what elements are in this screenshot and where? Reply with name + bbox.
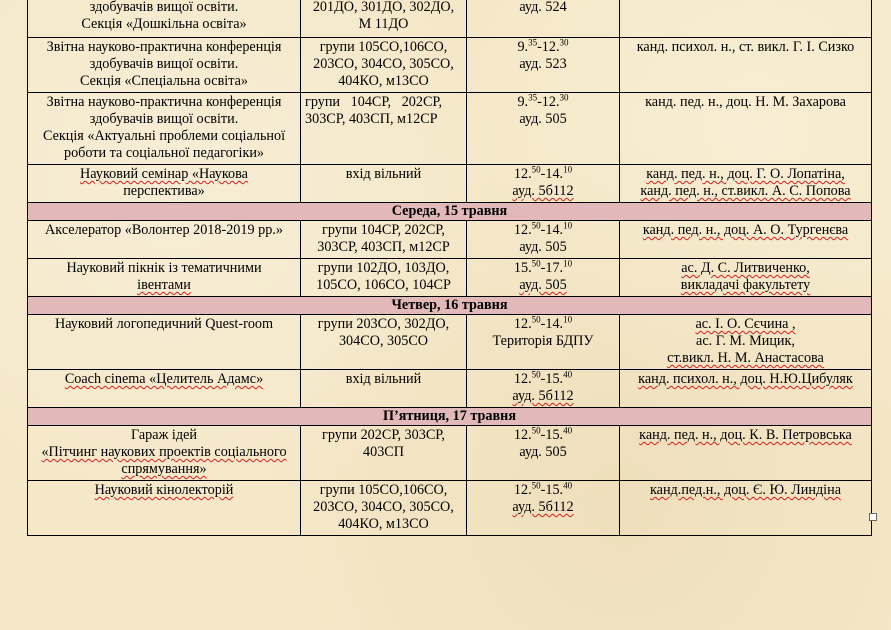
groups-line: 303СР, 403СП, м12СР (305, 111, 438, 127)
event-line: Акселератор «Волонтер 2018-2019 рр.» (45, 222, 283, 238)
groups-cell (301, 38, 467, 93)
event-line: здобувачів вищої освіти. (89, 0, 239, 15)
event-cell (28, 165, 301, 203)
room-label: ауд. 505 (519, 239, 567, 255)
responsible-line: ас. І. О. Сєчина , (695, 316, 796, 332)
responsible-line: ас. Д. С. Литвиченко, (681, 260, 810, 276)
table-resize-handle[interactable] (869, 513, 877, 521)
day-header-row (28, 203, 872, 221)
responsible-cell (620, 481, 872, 536)
responsible-cell (620, 370, 872, 408)
responsible-line: канд. пед. н., ст.викл. А. С. Попова (640, 183, 851, 199)
event-line: здобувачів вищої освіти. (89, 111, 239, 127)
event-line: здобувачів вищої освіти. (89, 56, 239, 72)
schedule-row (28, 370, 872, 408)
responsible-line: канд. психол. н., доц. Н.Ю.Цибуляк (638, 371, 853, 387)
responsible-cell (620, 426, 872, 481)
schedule-row (28, 221, 872, 259)
time-cell (467, 370, 620, 408)
event-line: Секція «Актуальні проблеми соціальної (42, 128, 286, 144)
groups-line: 105СО, 106СО, 104СР (316, 277, 451, 293)
time-range: 12.50-15.40 (513, 425, 573, 443)
responsible-cell (620, 259, 872, 297)
groups-line: групи 104СР, 202СР, (322, 222, 445, 238)
groups-line: групи 102ДО, 103ДО, (317, 260, 450, 276)
groups-line: 201ДО, 301ДО, 302ДО, (312, 0, 455, 15)
schedule-row (28, 426, 872, 481)
day-header-row (28, 297, 872, 315)
event-line: Науковий семінар «Наукова (80, 166, 248, 182)
event-line: Гараж ідей (131, 427, 197, 443)
groups-line: 203СО, 304СО, 305СО, (313, 499, 454, 515)
responsible-line: канд. психол. н., ст. викл. Г. І. Сизко (636, 39, 855, 55)
groups-line: групи 203СО, 302ДО, (317, 316, 450, 332)
time-range: 15.50-17.10 (513, 258, 573, 276)
responsible-cell (620, 221, 872, 259)
responsible-cell (620, 38, 872, 93)
time-cell (467, 315, 620, 370)
groups-cell (301, 259, 467, 297)
room-label: ауд. 524 (519, 0, 567, 15)
schedule-row (28, 0, 872, 38)
groups-line: 304СО, 305СО (338, 333, 429, 349)
schedule-row (28, 165, 872, 203)
responsible-line: викладачі факультету (680, 277, 811, 293)
schedule-table (27, 0, 872, 536)
time-cell (467, 38, 620, 93)
time-range: 12.50-14.10 (513, 314, 573, 332)
groups-line: вхід вільний (345, 166, 422, 182)
event-line: Секція «Дошкільна освіта» (81, 16, 247, 32)
responsible-line: ст.викл. Н. М. Анастасова (667, 350, 824, 366)
groups-line: М 11ДО (358, 16, 409, 32)
room-label: ауд. 505 (519, 111, 567, 127)
groups-line: вхід вільний (345, 371, 422, 387)
responsible-cell (620, 315, 872, 370)
responsible-cell (620, 93, 872, 165)
groups-line: групи 105СО,106СО, (319, 482, 448, 498)
responsible-line: канд. пед. н., доц. А. О. Тургенєва (642, 222, 849, 238)
groups-line: групи 105СО,106СО, (319, 39, 448, 55)
room-label: ауд. 5б112 (512, 499, 574, 515)
schedule-row (28, 93, 872, 165)
room-label: ауд. 5б112 (512, 388, 574, 404)
groups-line: 404КО, м13СО (338, 73, 429, 89)
event-cell (28, 221, 301, 259)
event-line: спрямування» (121, 461, 207, 477)
groups-cell (301, 0, 467, 38)
groups-cell (301, 426, 467, 481)
groups-cell (301, 315, 467, 370)
event-line: Coach cinema «Целитель Адамс» (64, 371, 264, 387)
event-cell (28, 0, 301, 38)
event-line: Секція «Спеціальна освіта» (80, 73, 248, 89)
day-header: П’ятниця, 17 травня (28, 408, 872, 426)
time-cell (467, 259, 620, 297)
room-label: Територія БДПУ (492, 333, 594, 349)
event-line: Звітна науково-практична конференція (46, 94, 282, 110)
day-header: Четвер, 16 травня (28, 297, 872, 315)
event-cell (28, 481, 301, 536)
day-header-row (28, 408, 872, 426)
time-range: 12.50-15.40 (513, 369, 573, 387)
room-label: ауд. 523 (519, 56, 567, 72)
event-cell (28, 370, 301, 408)
event-line: Звітна науково-практична конференція (46, 39, 282, 55)
responsible-line: канд. пед. н., доц. Г. О. Лопатіна, (646, 166, 845, 182)
groups-line: групи 104СР, 202СР, (305, 94, 443, 110)
groups-line: групи 202СР, 303СР, (322, 427, 445, 443)
day-header: Середа, 15 травня (28, 203, 872, 221)
groups-line: 303СР, 403СП, м12СР (317, 239, 450, 255)
event-line: Науковий кінолекторій (94, 482, 234, 498)
schedule-row (28, 259, 872, 297)
schedule-row (28, 315, 872, 370)
time-cell (467, 165, 620, 203)
time-cell (467, 0, 620, 38)
time-cell (467, 481, 620, 536)
groups-cell (301, 370, 467, 408)
event-line: перспектива» (123, 183, 205, 199)
schedule-row (28, 481, 872, 536)
groups-line: 203СО, 304СО, 305СО, (313, 56, 454, 72)
time-cell (467, 221, 620, 259)
event-cell (28, 259, 301, 297)
groups-cell (301, 481, 467, 536)
time-range: 12.50-15.40 (513, 480, 573, 498)
room-label: ауд. 5б112 (512, 183, 574, 199)
event-line: івентами (137, 277, 191, 293)
event-cell (28, 315, 301, 370)
groups-line: 403СП (363, 444, 404, 460)
time-cell (467, 93, 620, 165)
groups-cell (301, 221, 467, 259)
event-line: Науковий пікнік із тематичними (66, 260, 262, 276)
schedule-row (28, 38, 872, 93)
event-cell (28, 93, 301, 165)
event-line: Науковий логопедичний Quest-room (54, 316, 274, 332)
time-range: 12.50-14.10 (513, 220, 573, 238)
event-cell (28, 38, 301, 93)
groups-cell (301, 93, 467, 165)
time-range: 12.50-14.10 (513, 164, 573, 182)
responsible-line: канд.пед.н., доц. Є. Ю. Линдіна (649, 482, 842, 498)
time-range: 9.35-12.30 (517, 37, 569, 55)
time-cell (467, 426, 620, 481)
responsible-line: канд. пед. н., доц. Н. М. Захарова (645, 94, 846, 110)
event-line: роботи та соціальної педагогіки» (63, 145, 265, 161)
room-label: ауд. 505 (519, 444, 567, 460)
time-range: 9.35-12.30 (517, 92, 569, 110)
groups-cell (301, 165, 467, 203)
event-line: «Пітчинг наукових проектів соціального (41, 444, 287, 460)
responsible-line: ас. Г. М. Мицик, (696, 333, 795, 349)
room-label: ауд. 505 (519, 277, 567, 293)
groups-line: 404КО, м13СО (338, 516, 429, 532)
event-cell (28, 426, 301, 481)
responsible-cell (620, 165, 872, 203)
responsible-cell (620, 0, 872, 38)
responsible-line: канд. пед. н., доц. К. В. Петровська (639, 427, 852, 443)
